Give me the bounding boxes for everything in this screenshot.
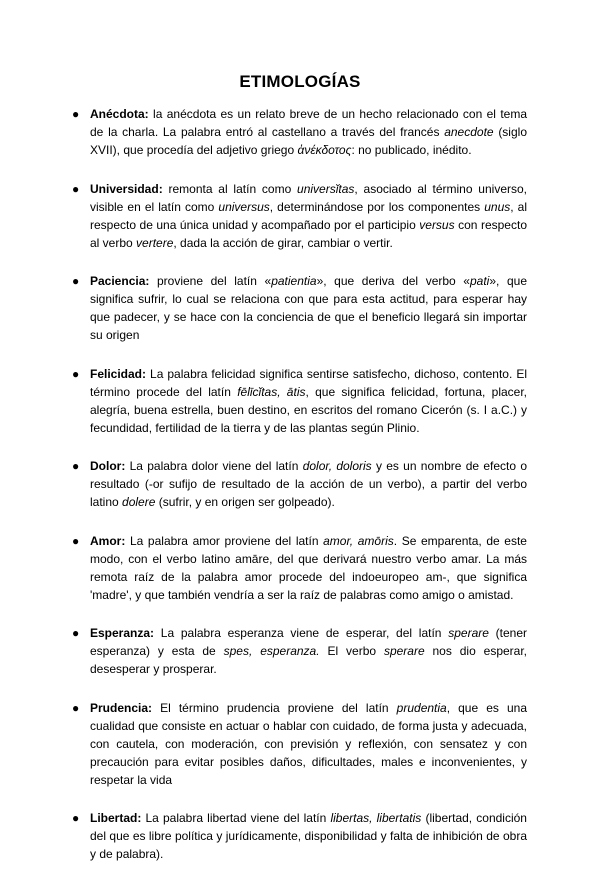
item-term: Prudencia: — [90, 700, 153, 715]
list-item — [72, 457, 527, 511]
bullet-icon: ● — [72, 700, 80, 715]
item-text: », que deriva del verbo « — [316, 274, 470, 288]
item-latin-term: fēlīcĭtas, ātis — [237, 384, 306, 399]
list-item — [72, 699, 527, 789]
item-term: Paciencia: — [90, 274, 150, 288]
item-term: Felicidad: — [90, 366, 147, 381]
bullet-icon: ● — [72, 107, 80, 121]
item-text: La palabra felicidad significa sentirse satisfecho, dichoso, contento. El término procede del latín — [90, 366, 527, 399]
item-text: (libertad, condición del que es libre política y jurídicamente, disponibilidad y falta de inhibición de obra y de palabra). — [90, 811, 527, 861]
item-text: (tener esperanza) y esta de — [90, 626, 527, 658]
bullet-icon: ● — [72, 459, 80, 473]
bullet-icon: ● — [72, 811, 80, 825]
item-latin-term: dolere — [122, 495, 156, 509]
item-latin-term: spes, esperanza. — [223, 644, 320, 658]
bullet-icon: ● — [72, 626, 80, 640]
item-term: Amor: — [90, 533, 126, 548]
bullet-icon: ● — [72, 366, 80, 381]
item-text: . Se emparenta, de este modo, con el verbo latino amāre, del que derivará nuestro verbo amar. La más remota raíz de la palabra amor procede del indoeuropeo am-, que significa 'madre', y que también vendría a ser la raíz de palabras como amigo o amistad. — [90, 533, 527, 602]
item-latin-term: vertere — [136, 235, 174, 250]
list-item — [72, 180, 528, 252]
list-item — [72, 272, 527, 344]
item-text: , dada la acción de girar, cambiar o vertir. — [173, 235, 393, 250]
list-item — [72, 532, 527, 604]
item-term: Universidad: — [90, 181, 163, 196]
item-text: con respecto al verbo — [90, 217, 527, 250]
item-text: La palabra dolor viene del latín — [125, 459, 303, 473]
item-latin-term: ἀνέκδοτος — [297, 143, 352, 157]
item-latin-term: prudentia — [396, 700, 447, 715]
item-latin-term: anecdote — [444, 125, 494, 139]
item-latin-term: pati — [470, 274, 490, 288]
item-latin-term: patientia — [271, 274, 317, 288]
item-text: proviene del latín « — [149, 274, 272, 288]
item-latin-term: sperare — [448, 626, 489, 640]
item-latin-term: universus — [218, 199, 270, 214]
item-text: La palabra amor proviene del latín — [125, 533, 324, 548]
item-text: y es un nombre de efecto o resultado (-or sufijo de resultado de la acción de un verbo), a partir del verbo latino — [90, 459, 527, 509]
item-latin-term: universĭtas — [297, 181, 355, 196]
bullet-icon: ● — [72, 181, 80, 196]
item-text: , asociado al término universo, visible en el latín como — [90, 181, 527, 214]
item-text: (sufrir, y en origen ser golpeado). — [155, 495, 335, 509]
list-item — [72, 365, 528, 437]
item-latin-term: unus — [484, 199, 511, 214]
item-text: El término prudencia proviene del latín — [152, 700, 397, 715]
list-item — [72, 105, 527, 159]
item-text: , al respecto de una única unidad y acompañado por el participio — [90, 199, 528, 232]
bullet-icon: ● — [72, 274, 80, 288]
list-item — [72, 624, 528, 678]
item-text: (siglo XVII), que procedía del adjetivo griego — [90, 125, 527, 157]
item-text: , que es una cualidad que consiste en actuar o hablar con cuidado, de forma justa y adecuada, con cautela, con moderación, con previsión y reflexión, con sensatez y con precaución para evitar posibles daños, dificultades, males e inconvenientes, y respetar la vida — [90, 700, 527, 787]
item-term: Esperanza: — [90, 626, 155, 640]
item-term: Dolor: — [90, 459, 126, 473]
item-text: , que significa felicidad, fortuna, placer, alegría, buena estrella, buen destino, en escritos del romano Cicerón (s. I a.C.) y fecundidad, fertilidad de la tierra y de las plantas según Plinio. — [90, 384, 528, 435]
item-text: La palabra esperanza viene de esperar, del latín — [154, 626, 449, 640]
item-text: », que significa sufrir, lo cual se relaciona con que para esta actitud, para esperar hay que padecer, y se hace con la conciencia de que el beneficio llegará sin importar su origen — [90, 274, 527, 342]
item-term: Anécdota: — [90, 107, 149, 121]
item-text: La palabra libertad viene del latín — [141, 811, 331, 825]
item-term: Libertad: — [90, 811, 142, 825]
item-latin-term: versus — [419, 217, 455, 232]
item-text: remonta al latín como — [162, 181, 298, 196]
etymology-list — [72, 105, 528, 884]
page-title: ETIMOLOGÍAS — [239, 72, 361, 91]
item-latin-term: sperare — [383, 644, 425, 658]
item-text: : no publicado, inédito. — [351, 143, 472, 157]
item-text: El verbo — [319, 644, 384, 658]
item-text: la anécdota es un relato breve de un hecho relacionado con el tema de la charla. La palabra entró al castellano a través del francés — [90, 107, 527, 139]
item-latin-term: libertas, libertatis — [330, 811, 422, 825]
item-latin-term: amor, amōris — [323, 533, 394, 548]
list-item — [72, 809, 527, 863]
item-latin-term: dolor, doloris — [302, 459, 372, 473]
item-text: nos dio esperar, desesperar y prosperar. — [90, 644, 528, 676]
item-text: , determinándose por los componentes — [269, 199, 485, 214]
bullet-icon: ● — [72, 533, 80, 548]
